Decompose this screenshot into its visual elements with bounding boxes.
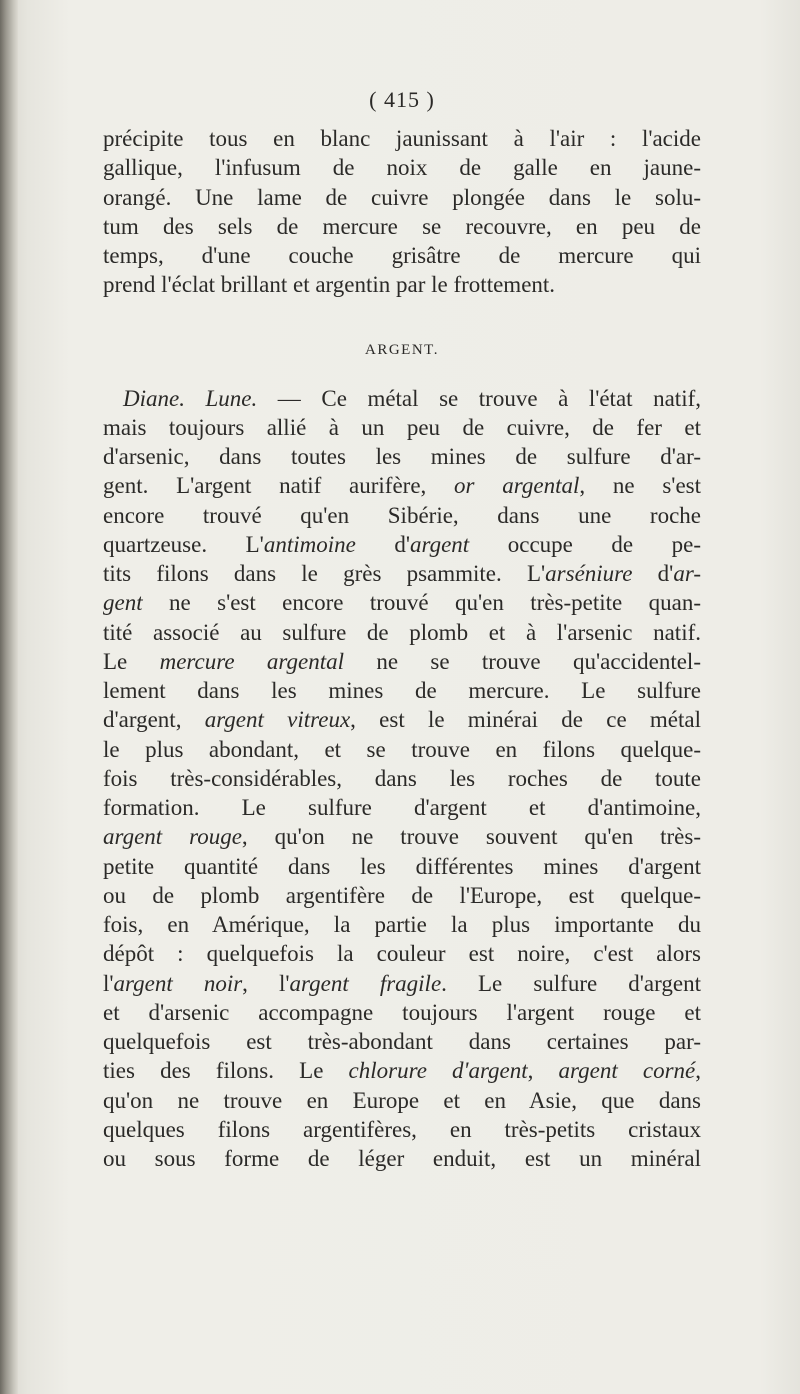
text-line <box>103 735 701 764</box>
text-run: ou sous forme de léger enduit, est un minéral <box>103 1146 701 1171</box>
book-binding-edge <box>0 0 18 1394</box>
text-run: , l' <box>242 970 290 996</box>
text-line: prend l'éclat brillant et argentin par le frottement. <box>103 272 556 298</box>
italic-run: arséniure <box>545 561 633 586</box>
text-run: encore trouvé qu'en Sibérie, dans une roche <box>103 502 701 528</box>
text-run: — Ce métal se trouve à l'état natif, <box>257 385 701 411</box>
text-line <box>103 793 701 822</box>
text-run: ties des filons. Le <box>103 1058 349 1084</box>
text-line <box>103 1027 701 1056</box>
text-line: précipite tous en blanc jaunissant à l'air : l'acide <box>103 126 701 151</box>
text-line <box>103 384 701 413</box>
section-title: ARGENT. <box>365 341 439 358</box>
text-run: fois, en Amérique, la partie la plus importante du <box>103 912 701 937</box>
text-line <box>103 939 701 968</box>
text-run: d'arsenic, dans toutes les mines de sulfure d'ar- <box>103 444 701 469</box>
text-run: gent. L'argent natif aurifère, <box>103 473 455 499</box>
text-run: fois très-considérables, dans les roches de toute <box>103 765 701 791</box>
text-run: le plus abondant, et se trouve en filons quelque- <box>103 736 701 762</box>
text-line <box>103 881 701 910</box>
italic-run: Diane. Lune. <box>123 385 258 411</box>
text-line <box>103 471 701 500</box>
text-run: , est le minérai de ce métal <box>350 707 702 733</box>
italic-run: gent <box>103 590 143 616</box>
text-run: quartzeuse. L' <box>103 531 264 557</box>
text-line <box>103 764 701 793</box>
text-line <box>103 618 701 647</box>
text-run: , ne s'est <box>579 473 701 499</box>
text-line <box>103 852 701 881</box>
text-line <box>103 588 701 617</box>
text-line <box>103 501 701 530</box>
text-line <box>103 1056 701 1085</box>
italic-run: argent corné <box>558 1058 696 1084</box>
text-run: ou de plomb argentifère de l'Europe, est quelque- <box>103 882 701 908</box>
italic-run: argent vitreux <box>204 707 351 733</box>
text-line: orangé. Une lame de cuivre plongée dans le solu- <box>103 184 701 210</box>
text-run: tité associé au sulfure de plomb et à l'arsenic natif. <box>103 619 701 645</box>
text-run: l' <box>103 970 114 996</box>
text-line <box>103 442 701 471</box>
italic-run: antimoine <box>263 531 356 557</box>
text-line: tum des sels de mercure se recouvre, en peu de <box>103 213 701 239</box>
italic-run: ar- <box>673 561 701 586</box>
text-run: ne se trouve qu'accidentel- <box>343 648 701 674</box>
text-run: qu'on ne trouve en Europe et en Asie, que dans <box>103 1087 701 1113</box>
text-run: lement dans les mines de mercure. Le sulfure <box>103 678 701 703</box>
text-line <box>103 998 701 1027</box>
text-run: et d'arsenic accompagne toujours l'argent rouge et <box>103 999 701 1025</box>
text-run: quelquefois est très-abondant dans certaines par- <box>103 1029 701 1054</box>
text-line <box>103 705 701 734</box>
text-run: , qu'on ne trouve souvent qu'en très- <box>241 824 701 850</box>
text-run: mais toujours allié à un peu de cuivre, de fer et <box>103 414 701 440</box>
italic-run: or argental <box>454 473 580 499</box>
text-line <box>103 647 701 676</box>
paragraph-1 <box>103 124 701 300</box>
text-line <box>103 822 701 851</box>
text-line <box>103 559 701 588</box>
text-line <box>103 530 701 559</box>
text-line <box>103 910 701 939</box>
text-line: temps, d'une couche grisâtre de mercure qui <box>103 243 701 268</box>
page-text <box>103 80 701 1173</box>
text-line <box>103 1086 701 1115</box>
text-line <box>103 1115 701 1144</box>
italic-run: argent rouge <box>103 824 242 850</box>
paragraph-2 <box>103 384 701 1174</box>
italic-run: argent <box>410 531 470 557</box>
text-run: , <box>527 1058 559 1084</box>
text-run: quelques filons argentifères, en très-petits cristaux <box>103 1116 701 1142</box>
text-line <box>103 413 701 442</box>
text-run: d' <box>355 531 410 557</box>
text-line: gallique, l'infusum de noix de galle en jaune- <box>103 155 701 181</box>
text-run: , <box>695 1058 701 1084</box>
italic-run: chlorure d'argent <box>348 1058 528 1084</box>
text-line <box>103 676 701 705</box>
text-run: dépôt : quelquefois la couleur est noire, c'est alors <box>103 941 701 967</box>
text-run: d' <box>632 561 674 586</box>
text-run: Le <box>103 648 160 674</box>
italic-run: mercure argental <box>159 648 344 674</box>
text-run: ne s'est encore trouvé qu'en très-petite quan- <box>142 590 701 616</box>
text-run: . Le sulfure d'argent <box>441 970 701 996</box>
text-line <box>103 1144 701 1173</box>
italic-run: argent fragile <box>289 970 442 996</box>
text-run: occupe de pe- <box>469 531 701 557</box>
italic-run: argent noir <box>113 970 243 996</box>
page-number: ( 415 ) <box>369 87 435 112</box>
text-run: formation. Le sulfure d'argent et d'antimoine, <box>103 795 701 820</box>
text-run: petite quantité dans les différentes mines d'argent <box>103 853 701 879</box>
text-run: tits filons dans le grès psammite. L' <box>103 561 546 586</box>
text-run: d'argent, <box>103 707 205 733</box>
text-line <box>103 969 701 998</box>
